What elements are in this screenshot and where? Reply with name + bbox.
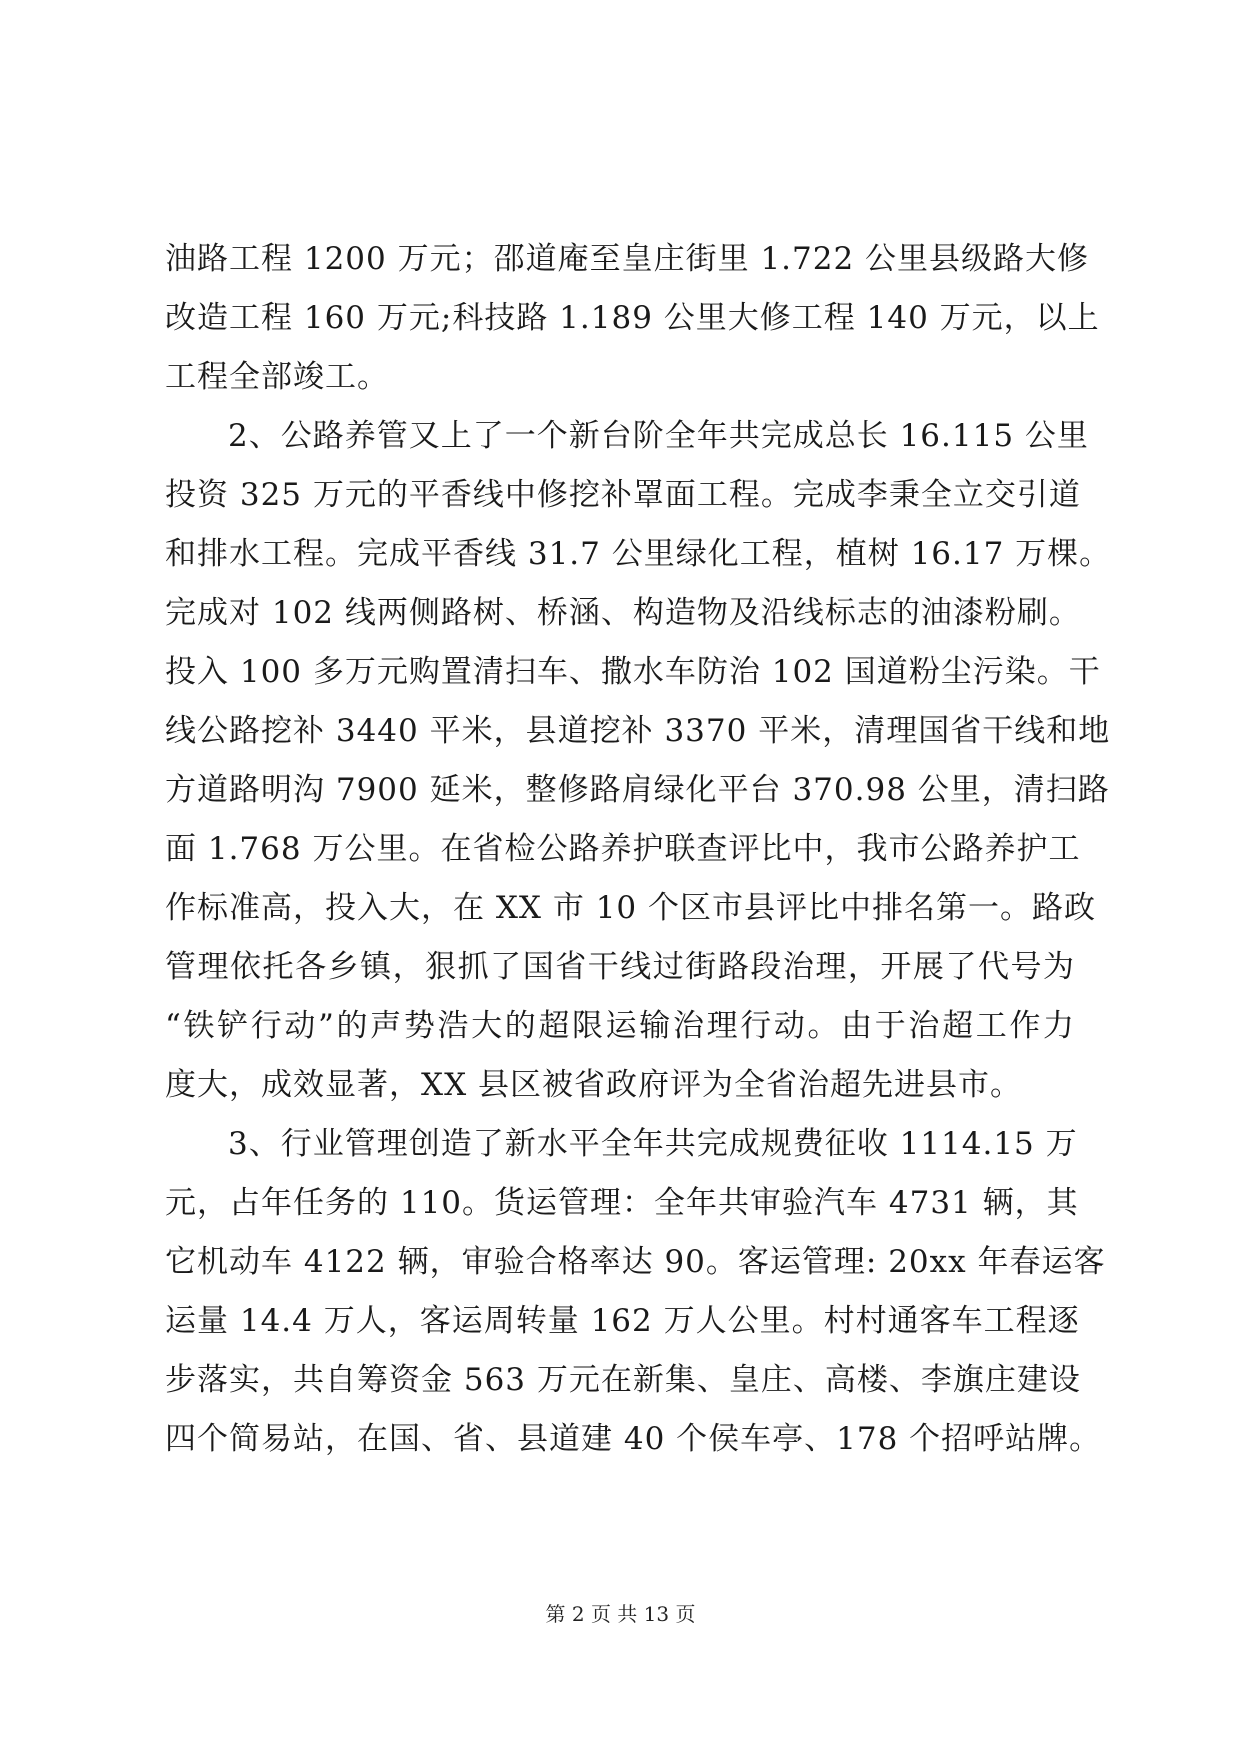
text-line: 线公路挖补 3440 平米，县道挖补 3370 平米，清理国省干线和地 xyxy=(165,713,1111,749)
text-line: 完成对 102 线两侧路树、桥涵、构造物及沿线标志的油漆粉刷。 xyxy=(165,595,1081,631)
document-body xyxy=(165,230,1112,1469)
paragraph-2 xyxy=(165,407,1112,1115)
text-line: 四个简易站，在国、省、县道建 40 个侯车亭、178 个招呼站牌。 xyxy=(165,1421,1102,1457)
text-line: 它机动车 4122 辆，审验合格率达 90。客运管理: 20xx 年春运客 xyxy=(165,1244,1106,1280)
page-number-footer: 第 2 页 共 13 页 xyxy=(545,1602,696,1626)
text-line: 元，占年任务的 110。货运管理：全年共审验汽车 4731 辆，其 xyxy=(165,1185,1079,1221)
text-line: “铁铲行动”的声势浩大的超限运输治理行动。由于治超工作力 xyxy=(165,1008,1075,1044)
paragraph-3 xyxy=(165,1115,1106,1469)
text-line: 管理依托各乡镇，狠抓了国省干线过街路段治理，开展了代号为 xyxy=(165,949,1075,985)
text-line: 步落实，共自筹资金 563 万元在新集、皇庄、高楼、李旗庄建设 xyxy=(165,1362,1081,1398)
text-line: 投入 100 多万元购置清扫车、撒水车防治 102 国道粉尘污染。干 xyxy=(165,654,1101,690)
text-line: 度大，成效显著，XX 县区被省政府评为全省治超先进县市。 xyxy=(165,1067,1022,1103)
text-line: 投资 325 万元的平香线中修挖补罩面工程。完成李秉全立交引道 xyxy=(165,477,1081,513)
text-line: 方道路明沟 7900 延米，整修路肩绿化平台 370.98 公里，清扫路 xyxy=(165,772,1110,808)
text-line: 3、行业管理创造了新水平全年共完成规费征收 1114.15 万 xyxy=(228,1126,1078,1162)
text-line: 运量 14.4 万人，客运周转量 162 万人公里。村村通客车工程逐 xyxy=(165,1303,1080,1339)
text-line: 油路工程 1200 万元；邵道庵至皇庄街里 1.722 公里县级路大修 xyxy=(165,241,1090,277)
text-line: 和排水工程。完成平香线 31.7 公里绿化工程，植树 16.17 万棵。 xyxy=(165,536,1112,572)
text-line: 2、公路养管又上了一个新台阶全年共完成总长 16.115 公里 xyxy=(228,418,1089,454)
text-line: 改造工程 160 万元;科技路 1.189 公里大修工程 140 万元，以上 xyxy=(165,300,1100,336)
paragraph-1 xyxy=(165,230,1100,407)
text-line: 面 1.768 万公里。在省检公路养护联查评比中，我市公路养护工 xyxy=(165,831,1081,867)
text-line: 作标准高，投入大，在 XX 市 10 个区市县评比中排名第一。路政 xyxy=(165,890,1096,926)
text-line: 工程全部竣工。 xyxy=(165,359,389,395)
